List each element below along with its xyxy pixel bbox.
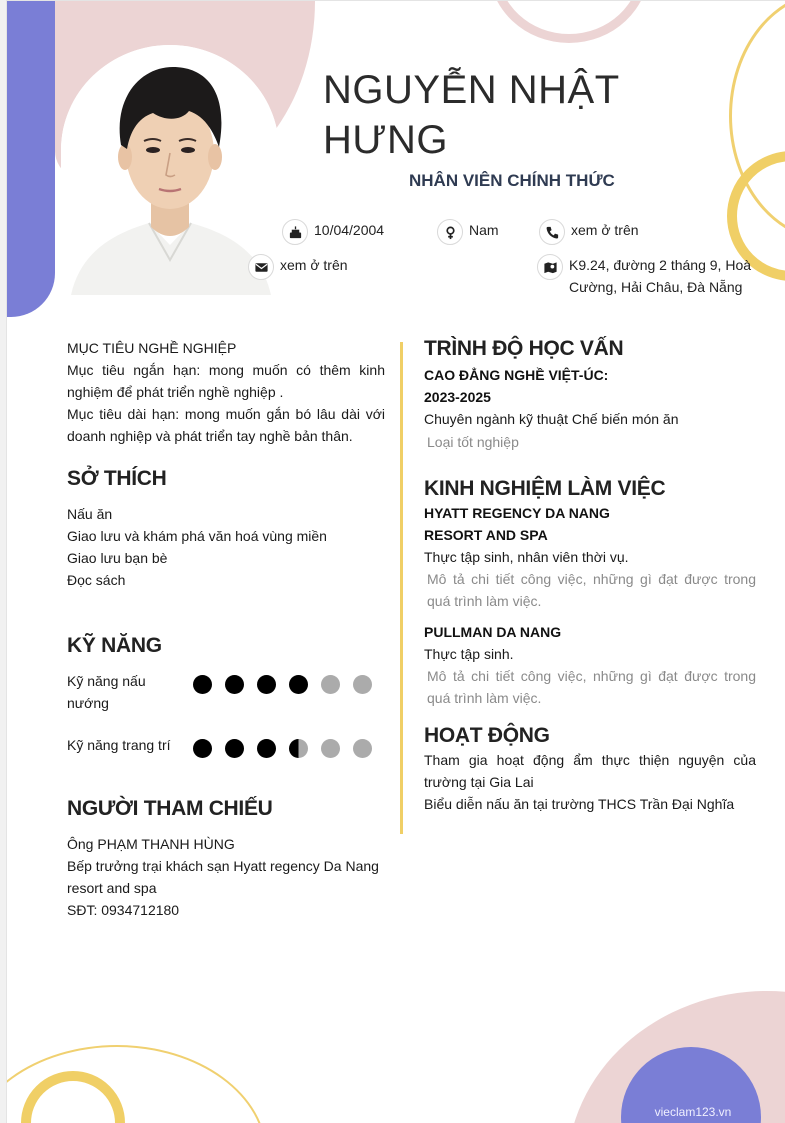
skill-rating [193,675,385,694]
phone-value: xem ở trên [571,222,639,238]
map-icon [537,254,563,280]
hobbies-title: SỞ THÍCH [67,467,167,490]
contact-address [537,254,767,298]
reference-name: Ông PHẠM THANH HÙNG [67,836,235,852]
contact-birthday [282,219,384,245]
cake-icon [282,219,308,245]
skill-dot [225,675,244,694]
objective-title: MỤC TIÊU NGHỀ NGHIỆP [67,340,237,356]
activity-item: Biểu diễn nấu ăn tại trường THCS Trần Đại Nghĩa [424,796,735,812]
blue-bar-decoration [7,1,55,317]
cv-page [6,0,785,1123]
skill-dot [289,739,308,758]
activities-title: HOẠT ĐỘNG [424,724,550,747]
gender-value: Nam [469,222,499,238]
objective-long-term: Mục tiêu dài hạn: mong muốn gắn bó lâu dài với doanh nghiệp và phát triển tay nghề bản thân. [67,406,385,444]
watermark: vieclam123.vn [654,1105,732,1119]
hobby-item: Giao lưu bạn bè [67,550,168,566]
skill-dot [321,675,340,694]
job-role: Thực tập sinh. [424,646,514,662]
skill-dot [353,675,372,694]
skill-dot [289,675,308,694]
hobby-item: Đọc sách [67,572,126,588]
skill-name: Kỹ năng trang trí [67,737,171,753]
skills-title: KỸ NĂNG [67,634,162,657]
birthday-value: 10/04/2004 [314,222,385,238]
column-divider [400,342,403,834]
skill-dot [193,739,212,758]
reference-role: Bếp trưởng trại khách sạn Hyatt regency Da Nang resort and spa [67,858,379,896]
skill-name: Kỹ năng nấu nướng [67,673,146,711]
phone-icon [539,219,565,245]
education-school: CAO ĐẲNG NGHỀ VIỆT-ÚC: 2023-2025 [424,367,609,405]
job-description: Mô tả chi tiết công việc, những gì đạt được trong quá trình làm việc. [427,668,756,706]
job-role: Thực tập sinh, nhân viên thời vụ. [424,549,629,565]
address-value: K9.24, đường 2 tháng 9, Hoà Cường, Hải Châu, Đà Nẵng [569,257,752,295]
candidate-name: NGUYỄN NHẬT HƯNG [323,68,619,162]
skill-rating [193,739,385,758]
experience-title: KINH NGHIỆM LÀM VIỆC [424,477,666,500]
references-title: NGƯỜI THAM CHIẾU [67,797,273,820]
skill-dot [321,739,340,758]
education-title: TRÌNH ĐỘ HỌC VẤN [424,337,624,360]
job-position: NHÂN VIÊN CHÍNH THỨC [409,171,615,190]
pink-ring-decoration [489,0,649,43]
email-value: xem ở trên [280,257,348,273]
skill-dot [257,739,276,758]
job-description: Mô tả chi tiết công việc, những gì đạt được trong quá trình làm việc. [427,571,756,609]
job-company: PULLMAN DA NANG [424,624,562,640]
profile-photo [61,45,279,295]
gender-icon [437,219,463,245]
hobbies-list [67,503,385,591]
contact-phone [539,219,639,245]
skill-dot [257,675,276,694]
skill-row [67,734,385,758]
skill-row [67,670,385,714]
education-grade: Loại tốt nghiệp [427,434,519,450]
skill-dot [193,675,212,694]
education-major: Chuyên ngành kỹ thuật Chế biến món ăn [424,411,679,427]
mail-icon [248,254,274,280]
hobby-item: Giao lưu và khám phá văn hoá vùng miền [67,528,327,544]
skill-dot [353,739,372,758]
skill-dot [225,739,244,758]
objective-short-term: Mục tiêu ngắn hạn: mong muốn có thêm kinh nghiệm để phát triển nghề nghiệp . [67,362,385,400]
job-company: HYATT REGENCY DA NANG RESORT AND SPA [424,505,610,543]
contact-email [248,254,348,280]
contact-gender [437,219,499,245]
reference-phone: SĐT: 0934712180 [67,902,180,918]
activity-item: Tham gia hoạt động ẩm thực thiện nguyện của trường tại Gia Lai [424,752,756,790]
hobby-item: Nấu ăn [67,506,113,522]
